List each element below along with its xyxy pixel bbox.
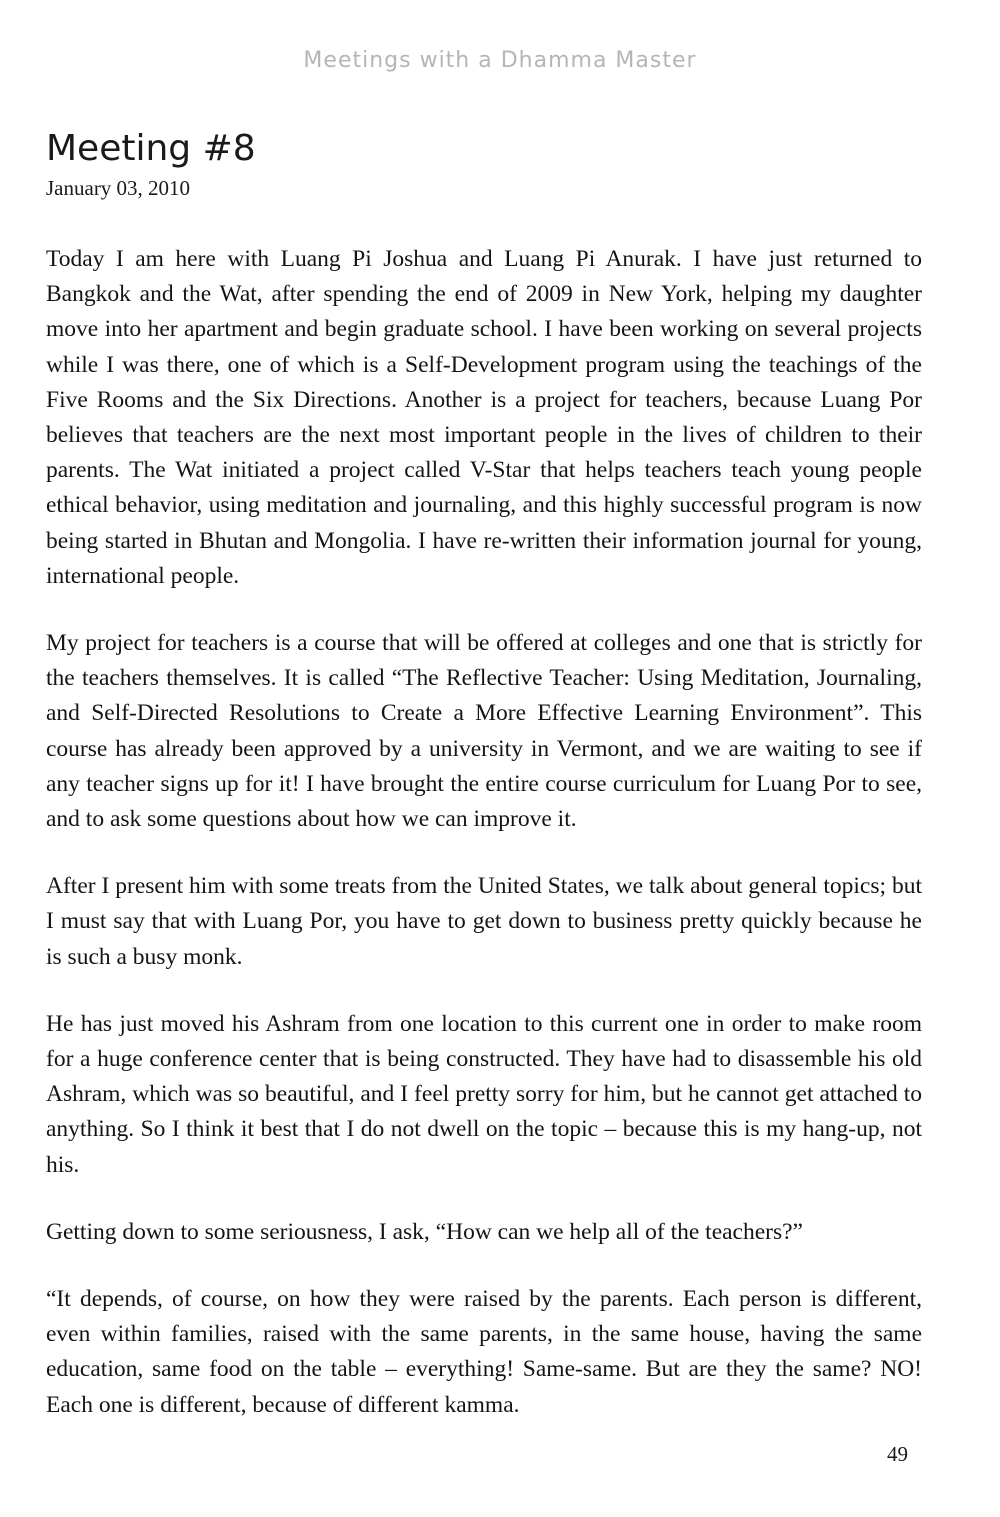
- paragraph: Today I am here with Luang Pi Joshua and Luang Pi Anurak. I have just returned to Bangkok and the Wat, after spending the end of 2009 in New York, helping my daughter move into her apartment and begin graduate school. I have been working on several projects while I was there, one of which is a Self-Development program using the teachings of the Five Rooms and the Six Directions. Another is a project for teachers, because Luang Por believes that teachers are the next most important people in the lives of children to their parents. The Wat initiated a project called V-Star that helps teachers teach young people ethical behavior, using meditation and journaling, and this highly successful program is now being started in Bhutan and Mongolia. I have re-written their information journal for young, international people.: [46, 246, 922, 589]
- paragraph: After I present him with some treats from the United States, we talk about general topics; but I must say that with Luang Por, you have to get down to business pretty quickly because he is such a busy monk.: [46, 873, 922, 970]
- page-number: 49: [887, 1442, 908, 1466]
- body-text: [46, 242, 922, 1455]
- paragraph: “It depends, of course, on how they were raised by the parents. Each person is different, even within families, raised with the same parents, in the same house, having the same education, same food on the table – everything! Same-same. But are they the same? NO! Each one is different, because of different kamma.: [46, 1286, 922, 1418]
- running-head: Meetings with a Dhamma Master: [303, 48, 697, 73]
- paragraph: He has just moved his Ashram from one location to this current one in order to make room for a huge conference center that is being constructed. They have had to disassemble his old Ashram, which was so beautiful, and I feel pretty sorry for him, but he cannot get attached to anything. So I think it best that I do not dwell on the topic – because this is my hang-up, not his.: [46, 1010, 922, 1178]
- paragraph: Getting down to some seriousness, I ask, “How can we help all of the teachers?”: [46, 1218, 803, 1245]
- meeting-date: January 03, 2010: [46, 176, 191, 200]
- meeting-title: Meeting #8: [46, 128, 256, 169]
- paragraph: My project for teachers is a course that will be offered at colleges and one that is strictly for the teachers themselves. It is called “The Reflective Teacher: Using Meditation, Journaling, and Self-Directed Resolutions to Create a More Effective Learning Environment”. This course has already been approved by a university in Vermont, and we are waiting to see if any teacher signs up for it! I have brought the entire course curriculum for Luang Por to see, and to ask some questions about how we can improve it.: [46, 630, 922, 833]
